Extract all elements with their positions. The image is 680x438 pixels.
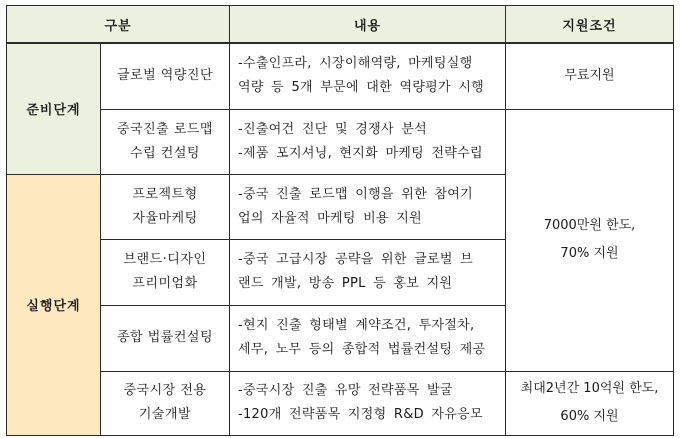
header-content: 내용 [230,6,506,44]
content-cell [230,174,506,239]
item-cell: 중국진출 로드맵 수립 컨설팅 [101,109,230,174]
content-cell [230,239,506,305]
content-line: 세무, 노무 등의 종합적 법률컨설팅 제공 [238,342,486,357]
content-line: -현지 진출 형태별 계약조건, 투자절차, [238,318,475,333]
header-category: 구분 [7,6,230,44]
condition-cell: 최대2년간 10억원 한도, 60% 지원 [506,371,674,435]
content-line: 역량 등 5개 부문에 대한 역량평가 시행 [238,80,485,96]
content-cell [230,305,506,371]
item-cell: 종합 법률컨설팅 [101,305,230,371]
content-cell [230,109,506,174]
content-line: 랜드 개발, 방송 PPL 등 홍보 지원 [238,276,453,291]
support-program-table [6,5,674,436]
content-line: -120개 전략품목 지정형 R&D 자유응모 [238,407,483,422]
table-row [7,109,674,174]
content-line: -중국 고급시장 공략을 위한 글로벌 브 [238,252,474,267]
table-header-row [7,6,674,44]
category-exec: 실행단계 [7,174,101,435]
content-line: -중국시장 진출 유망 전략품목 발굴 [238,383,453,398]
header-condition: 지원조건 [506,6,674,44]
condition-cell: 무료지원 [506,43,674,109]
content-cell [230,371,506,435]
item-cell: 글로벌 역량진단 [101,43,230,109]
item-cell: 브랜드·디자인 프리미엄화 [101,239,230,305]
table-row [7,371,674,435]
item-cell: 프로젝트형 자율마케팅 [101,174,230,239]
content-cell [230,43,506,109]
condition-cell: 7000만원 한도, 70% 지원 [506,109,674,371]
content-line: 업의 자율적 마케팅 비용 지원 [238,210,423,226]
table-row [7,43,674,109]
item-cell: 중국시장 전용 기술개발 [101,371,230,435]
content-line: -수출인프라, 시장이해역량, 마케팅실행 [238,56,473,72]
category-prep: 준비단계 [7,43,101,174]
content-line: -중국 진출 로드맵 이행을 위한 참여기 [238,186,474,202]
content-line: -제품 포지셔닝, 현지화 마케팅 전략수립 [238,145,483,161]
content-line: -진출여건 진단 및 경쟁사 분석 [238,121,428,137]
